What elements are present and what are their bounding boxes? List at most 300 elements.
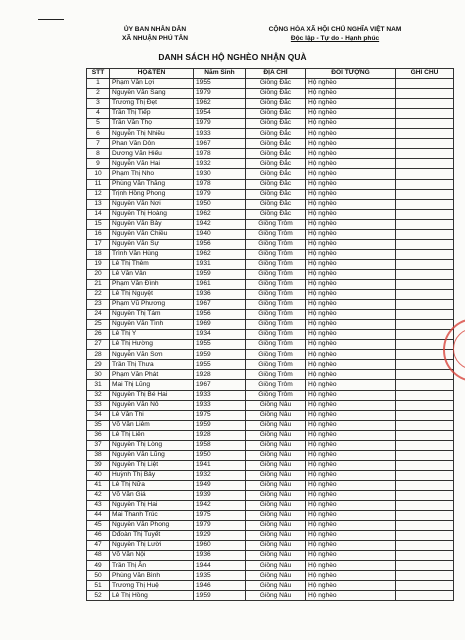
address-cell: Giồng Trôm [246,390,306,400]
column-header: STT [87,69,110,79]
full-name-cell: Phạm Thị Nho [110,169,194,179]
note-cell [396,521,454,531]
note-cell [396,159,454,169]
full-name-cell: Lê Văn Vân [110,269,194,279]
address-cell: Giồng Đắc [246,199,306,209]
row-number-cell: 13 [87,199,110,209]
table-row [87,310,454,320]
address-cell: Giồng Trôm [246,300,306,310]
beneficiary-type-cell: Hộ nghèo [306,209,396,219]
note-cell [396,279,454,289]
row-number-cell: 41 [87,480,110,490]
beneficiary-type-cell: Hộ nghèo [306,511,396,521]
note-cell [396,149,454,159]
row-number-cell: 36 [87,430,110,440]
table-row [87,330,454,340]
note-cell [396,79,454,89]
address-cell: Giồng Nâu [246,501,306,511]
birth-year-cell: 1955 [194,360,246,370]
note-cell [396,581,454,591]
full-name-cell: Nguyễn Văn Sự [110,239,194,249]
birth-year-cell: 1959 [194,269,246,279]
table-row [87,571,454,581]
note-cell [396,410,454,420]
header-dash [38,19,64,20]
birth-year-cell: 1979 [194,189,246,199]
beneficiary-table [86,68,454,601]
birth-year-cell: 1933 [194,129,246,139]
birth-year-cell: 1934 [194,330,246,340]
full-name-cell: Lê Thị Nguyệt [110,290,194,300]
birth-year-cell: 1932 [194,470,246,480]
full-name-cell: Nguyễn Văn Lũng [110,450,194,460]
birth-year-cell: 1978 [194,149,246,159]
full-name-cell: Lê Thị Hồng [110,591,194,601]
note-cell [396,300,454,310]
full-name-cell: Phạm Văn Phát [110,370,194,380]
full-name-cell: Nguyễn Văn Bảy [110,219,194,229]
column-header: Năm Sinh [194,69,246,79]
row-number-cell: 16 [87,229,110,239]
full-name-cell: Nguyễn Thị Lòng [110,440,194,450]
full-name-cell: Võ Văn Giá [110,490,194,500]
full-name-cell: Lê Thị Hường [110,340,194,350]
beneficiary-type-cell: Hộ nghèo [306,300,396,310]
row-number-cell: 51 [87,581,110,591]
beneficiary-type-cell: Hộ nghèo [306,199,396,209]
address-cell: Giồng Đắc [246,179,306,189]
birth-year-cell: 1979 [194,521,246,531]
row-number-cell: 5 [87,119,110,129]
note-cell [396,99,454,109]
row-number-cell: 20 [87,269,110,279]
beneficiary-type-cell: Hộ nghèo [306,490,396,500]
table-row [87,400,454,410]
row-number-cell: 6 [87,129,110,139]
row-number-cell: 3 [87,99,110,109]
full-name-cell: Nguyễn Thị Lười [110,541,194,551]
full-name-cell: Dương Văn Hiếu [110,149,194,159]
table-row [87,360,454,370]
birth-year-cell: 1956 [194,310,246,320]
note-cell [396,290,454,300]
beneficiary-type-cell: Hộ nghèo [306,531,396,541]
table-row [87,179,454,189]
note-cell [396,109,454,119]
beneficiary-type-cell: Hộ nghèo [306,561,396,571]
row-number-cell: 24 [87,310,110,320]
note-cell [396,139,454,149]
birth-year-cell: 1935 [194,571,246,581]
row-number-cell: 34 [87,410,110,420]
full-name-cell: Lê Thị Liên [110,430,194,440]
row-number-cell: 43 [87,501,110,511]
birth-year-cell: 1962 [194,99,246,109]
beneficiary-type-cell: Hộ nghèo [306,350,396,360]
beneficiary-type-cell: Hộ nghèo [306,390,396,400]
full-name-cell: Trương Thị Huệ [110,581,194,591]
row-number-cell: 12 [87,189,110,199]
address-cell: Giồng Nâu [246,581,306,591]
table-body [87,79,454,601]
note-cell [396,440,454,450]
table-row [87,390,454,400]
full-name-cell: Mai Thanh Trúc [110,511,194,521]
row-number-cell: 42 [87,490,110,500]
full-name-cell: Nguyễn Thị Tám [110,310,194,320]
beneficiary-type-cell: Hộ nghèo [306,159,396,169]
birth-year-cell: 1956 [194,239,246,249]
birth-year-cell: 1954 [194,109,246,119]
address-cell: Giồng Trôm [246,229,306,239]
row-number-cell: 46 [87,531,110,541]
birth-year-cell: 1933 [194,390,246,400]
note-cell [396,551,454,561]
birth-year-cell: 1959 [194,350,246,360]
address-cell: Giồng Đắc [246,119,306,129]
birth-year-cell: 1932 [194,159,246,169]
address-cell: Giồng Trôm [246,360,306,370]
birth-year-cell: 1962 [194,249,246,259]
table-row [87,79,454,89]
address-cell: Giồng Trôm [246,269,306,279]
address-cell: Giồng Đắc [246,139,306,149]
table-row [87,129,454,139]
note-cell [396,490,454,500]
row-number-cell: 29 [87,360,110,370]
birth-year-cell: 1958 [194,440,246,450]
birth-year-cell: 1950 [194,450,246,460]
birth-year-cell: 1931 [194,259,246,269]
birth-year-cell: 1979 [194,89,246,99]
row-number-cell: 19 [87,259,110,269]
table-row [87,320,454,330]
note-cell [396,541,454,551]
row-number-cell: 18 [87,249,110,259]
address-cell: Giồng Nâu [246,470,306,480]
note-cell [396,269,454,279]
address-cell: Giồng Trôm [246,370,306,380]
beneficiary-type-cell: Hộ nghèo [306,551,396,561]
birth-year-cell: 1967 [194,139,246,149]
note-cell [396,400,454,410]
beneficiary-type-cell: Hộ nghèo [306,340,396,350]
table-row [87,531,454,541]
row-number-cell: 14 [87,209,110,219]
table-row [87,430,454,440]
beneficiary-type-cell: Hộ nghèo [306,571,396,581]
note-cell [396,119,454,129]
birth-year-cell: 1949 [194,480,246,490]
table-row [87,259,454,269]
birth-year-cell: 1928 [194,370,246,380]
row-number-cell: 8 [87,149,110,159]
national-header [250,25,420,43]
beneficiary-type-cell: Hộ nghèo [306,119,396,129]
note-cell [396,571,454,581]
address-cell: Giồng Nâu [246,460,306,470]
row-number-cell: 35 [87,420,110,430]
beneficiary-type-cell: Hộ nghèo [306,450,396,460]
note-cell [396,259,454,269]
table-row [87,541,454,551]
full-name-cell: Võ Văn Nội [110,551,194,561]
address-cell: Giồng Nâu [246,490,306,500]
full-name-cell: Phùng Văn Thắng [110,179,194,189]
beneficiary-type-cell: Hộ nghèo [306,239,396,249]
table-row [87,99,454,109]
beneficiary-type-cell: Hộ nghèo [306,541,396,551]
row-number-cell: 27 [87,340,110,350]
row-number-cell: 31 [87,380,110,390]
full-name-cell: Trần Thị Ân [110,561,194,571]
column-header: ĐỊA CHỈ [246,69,306,79]
beneficiary-type-cell: Hộ nghèo [306,370,396,380]
national-line-1: CỘNG HÒA XÃ HỘI CHỦ NGHĨA VIỆT NAM [268,26,402,33]
beneficiary-type-cell: Hộ nghèo [306,179,396,189]
address-cell: Giồng Trôm [246,330,306,340]
column-header: ĐỐI TƯỢNG [306,69,396,79]
note-cell [396,229,454,239]
table-row [87,249,454,259]
address-cell: Giồng Trôm [246,350,306,360]
address-cell: Giồng Đắc [246,129,306,139]
beneficiary-type-cell: Hộ nghèo [306,581,396,591]
birth-year-cell: 1946 [194,581,246,591]
beneficiary-type-cell: Hộ nghèo [306,440,396,450]
birth-year-cell: 1939 [194,490,246,500]
row-number-cell: 22 [87,290,110,300]
birth-year-cell: 1967 [194,380,246,390]
beneficiary-type-cell: Hộ nghèo [306,79,396,89]
note-cell [396,390,454,400]
table-row [87,511,454,521]
note-cell [396,199,454,209]
full-name-cell: Phùng Văn Bình [110,571,194,581]
table-row [87,189,454,199]
full-name-cell: Nguyễn Văn Sang [110,89,194,99]
birth-year-cell: 1930 [194,169,246,179]
birth-year-cell: 1961 [194,279,246,289]
note-cell [396,450,454,460]
row-number-cell: 30 [87,370,110,380]
row-number-cell: 47 [87,541,110,551]
table-row [87,159,454,169]
table-row [87,290,454,300]
address-cell: Giồng Đắc [246,149,306,159]
row-number-cell: 10 [87,169,110,179]
full-name-cell: Lê Thị Nữa [110,480,194,490]
beneficiary-type-cell: Hộ nghèo [306,480,396,490]
table-row [87,450,454,460]
table-row [87,591,454,601]
beneficiary-type-cell: Hộ nghèo [306,400,396,410]
beneficiary-type-cell: Hộ nghèo [306,320,396,330]
agency-line-2: XÃ NHUẬN PHÚ TÂN [122,35,188,42]
row-number-cell: 7 [87,139,110,149]
row-number-cell: 26 [87,330,110,340]
birth-year-cell: 1979 [194,119,246,129]
note-cell [396,310,454,320]
full-name-cell: Nguyễn Thị Hoàng [110,209,194,219]
note-cell [396,89,454,99]
beneficiary-type-cell: Hộ nghèo [306,229,396,239]
beneficiary-type-cell: Hộ nghèo [306,410,396,420]
table-row [87,581,454,591]
beneficiary-type-cell: Hộ nghèo [306,460,396,470]
full-name-cell: Trần Thị Tiếp [110,109,194,119]
address-cell: Giồng Trôm [246,340,306,350]
note-cell [396,531,454,541]
full-name-cell: Trần Thị Thưa [110,360,194,370]
beneficiary-type-cell: Hộ nghèo [306,330,396,340]
note-cell [396,129,454,139]
row-number-cell: 39 [87,460,110,470]
row-number-cell: 25 [87,320,110,330]
birth-year-cell: 1942 [194,501,246,511]
table-row [87,109,454,119]
address-cell: Giồng Nâu [246,450,306,460]
row-number-cell: 32 [87,390,110,400]
table-row [87,199,454,209]
birth-year-cell: 1944 [194,561,246,571]
address-cell: Giồng Trôm [246,290,306,300]
full-name-cell: Nguyễn Thị Bé Hai [110,390,194,400]
table-row [87,300,454,310]
note-cell [396,591,454,601]
beneficiary-type-cell: Hộ nghèo [306,360,396,370]
address-cell: Giồng Nâu [246,591,306,601]
table-row [87,370,454,380]
birth-year-cell: 1936 [194,551,246,561]
beneficiary-type-cell: Hộ nghèo [306,380,396,390]
full-name-cell: Nguyễn Văn Tình [110,320,194,330]
note-cell [396,179,454,189]
row-number-cell: 9 [87,159,110,169]
row-number-cell: 15 [87,219,110,229]
table-row [87,149,454,159]
birth-year-cell: 1975 [194,511,246,521]
note-cell [396,480,454,490]
birth-year-cell: 1959 [194,420,246,430]
birth-year-cell: 1929 [194,531,246,541]
beneficiary-type-cell: Hộ nghèo [306,269,396,279]
beneficiary-type-cell: Hộ nghèo [306,139,396,149]
table-row [87,209,454,219]
birth-year-cell: 1928 [194,430,246,440]
beneficiary-type-cell: Hộ nghèo [306,259,396,269]
note-cell [396,169,454,179]
beneficiary-type-cell: Hộ nghèo [306,99,396,109]
full-name-cell: Huỳnh Thị Bảy [110,470,194,480]
beneficiary-type-cell: Hộ nghèo [306,521,396,531]
full-name-cell: Trình Văn Hùng [110,249,194,259]
note-cell [396,501,454,511]
address-cell: Giồng Trôm [246,249,306,259]
row-number-cell: 33 [87,400,110,410]
beneficiary-type-cell: Hộ nghèo [306,249,396,259]
row-number-cell: 50 [87,571,110,581]
note-cell [396,219,454,229]
full-name-cell: Phạm Văn Đình [110,279,194,289]
full-name-cell: Nguyễn Văn Chiều [110,229,194,239]
official-stamp-inner-ring [453,328,465,370]
table-row [87,89,454,99]
table-row [87,420,454,430]
address-cell: Giồng Đắc [246,109,306,119]
address-cell: Giồng Nâu [246,430,306,440]
table-row [87,410,454,420]
address-cell: Giồng Đắc [246,209,306,219]
note-cell [396,460,454,470]
full-name-cell: Võ Văn Liêm [110,420,194,430]
row-number-cell: 44 [87,511,110,521]
address-cell: Giồng Nâu [246,480,306,490]
beneficiary-type-cell: Hộ nghèo [306,219,396,229]
birth-year-cell: 1969 [194,320,246,330]
note-cell [396,249,454,259]
address-cell: Giồng Trôm [246,310,306,320]
agency-line-1: ỦY BAN NHÂN DÂN [123,26,187,33]
address-cell: Giồng Đắc [246,189,306,199]
row-number-cell: 49 [87,561,110,571]
row-number-cell: 45 [87,521,110,531]
table-row [87,350,454,360]
full-name-cell: Trần Văn Thọ [110,119,194,129]
address-cell: Giồng Nâu [246,440,306,450]
beneficiary-type-cell: Hộ nghèo [306,279,396,289]
row-number-cell: 52 [87,591,110,601]
address-cell: Giồng Nâu [246,541,306,551]
note-cell [396,511,454,521]
table-row [87,440,454,450]
table-row [87,561,454,571]
table-row [87,229,454,239]
address-cell: Giồng Đắc [246,79,306,89]
birth-year-cell: 1941 [194,460,246,470]
row-number-cell: 21 [87,279,110,289]
table-row [87,239,454,249]
row-number-cell: 40 [87,470,110,480]
address-cell: Giồng Nâu [246,511,306,521]
full-name-cell: Phạm Văn Lợi [110,79,194,89]
full-name-cell: Dđoàn Thị Tuyết [110,531,194,541]
birth-year-cell: 1955 [194,340,246,350]
table-row [87,501,454,511]
address-cell: Giồng Trôm [246,279,306,289]
beneficiary-type-cell: Hộ nghèo [306,290,396,300]
row-number-cell: 1 [87,79,110,89]
table-row [87,490,454,500]
address-cell: Giồng Nâu [246,420,306,430]
note-cell [396,420,454,430]
address-cell: Giồng Nâu [246,521,306,531]
full-name-cell: Nguyễn Văn Nô [110,400,194,410]
table-row [87,219,454,229]
full-name-cell: Lê Thị Thêm [110,259,194,269]
column-header: GHI CHÚ [396,69,454,79]
table-row [87,340,454,350]
beneficiary-type-cell: Hộ nghèo [306,149,396,159]
beneficiary-type-cell: Hộ nghèo [306,470,396,480]
address-cell: Giồng Đắc [246,159,306,169]
national-motto: Độc lập - Tự do - Hạnh phúc [290,35,380,42]
full-name-cell: Lê Văn Thi [110,410,194,420]
full-name-cell: Phạm Vũ Phương [110,300,194,310]
birth-year-cell: 1960 [194,541,246,551]
address-cell: Giồng Đắc [246,169,306,179]
row-number-cell: 2 [87,89,110,99]
